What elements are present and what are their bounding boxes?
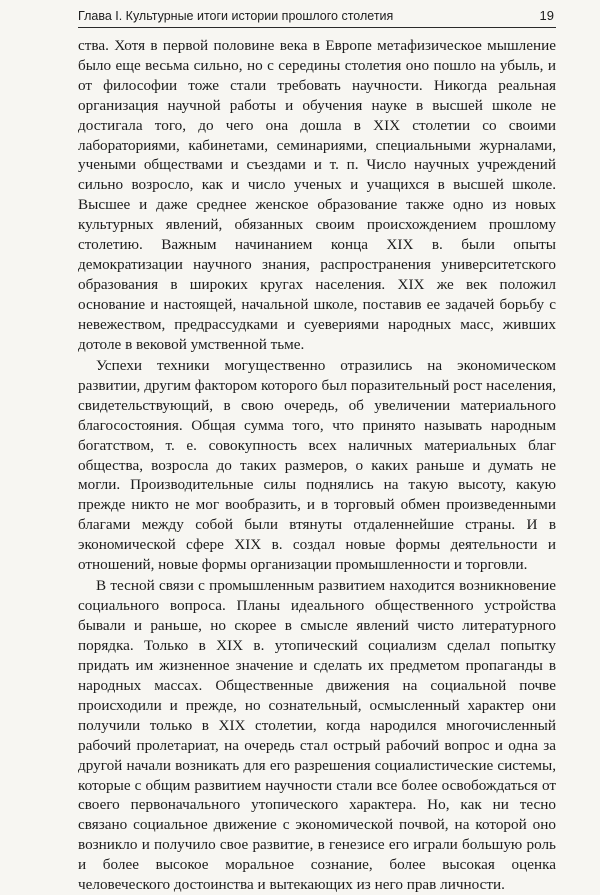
running-title: Глава I. Культурные итоги истории прошлого столетия	[78, 9, 394, 23]
paragraph-3: В тесной связи с промышленным развитием находится возникновение социального вопроса. Планы идеального общественного устройства бывали и раньше, но скорее в смысле явлений чисто литературного порядка. Только в XIX в. утопический социализм сделал попытку придать им жизненное значение и сделать их предметом пропаганды в народных массах. Общественные движения на социальной почве происходили и прежде, но сознательный, осмысленный характер они получили только в XIX столетии, когда народился многочисленный рабочий пролетариат, на очередь стал острый рабочий вопрос и одна за другой начали возникать для его разрешения социалистические системы, которые с общим развитием научности стали все более освобождаться от своего первоначального утопического характера. Но, как ни тесно связано социальное движение с экономической почвой, на которой оно возникло и получило свое развитие, в генезисе его играли большую роль и более высокое моральное сознание, более высокая оценка человеческого достоинства и вытекающих из него прав личности.	[78, 577, 556, 894]
paragraph-2: Успехи техники могущественно отразились на экономическом развитии, другим фактором которого был поразительный рост населения, свидетельствующий, в свою очередь, об увеличении материального благосостояния. Общая сумма того, что принято называть народным богатством, т. е. совокупность всех наличных материальных благ общества, возросла до таких размеров, о каких раньше и думать не могли. Производительные силы поднялись на такую высоту, какую прежде никто не мог вообразить, и в торговый обмен произведенными благами между собой были втянуты отдаленнейшие страны. И в экономической сфере XIX в. создал новые формы деятельности и отношений, новые формы организации промышленности и торговли.	[78, 357, 556, 574]
body-text	[78, 36, 556, 895]
running-header	[78, 8, 556, 28]
page-number: 19	[539, 8, 554, 23]
paragraph-1: ства. Хотя в первой половине века в Европе метафизическое мышление было еще весьма сильно, но с середины столетия оно пошло на убыль, и от философии тоже стали требовать научности. Никогда реальная организация научной работы и обучения науке в высшей школе не достигала того, до чего она дошла в XIX столетии со своими лабораториями, кабинетами, семинариями, специальными журналами, учеными обществами и съездами и т. п. Число научных учреждений сильно возросло, как и число ученых и учащихся в высшей школе. Высшее и даже среднее женское образование также одно из новых культурных явлений, обязанных своим происхождением прошлому столетию. Важным начинанием конца XIX в. были опыты демократизации научного знания, распространения университетского образования в широких кругах населения. XIX же век положил основание и настоящей, начальной школе, поставив ее задачей борьбу с невежеством, предрассудками и суевериями народных масс, живших дотоле в вековой умственной тьме.	[78, 37, 556, 353]
